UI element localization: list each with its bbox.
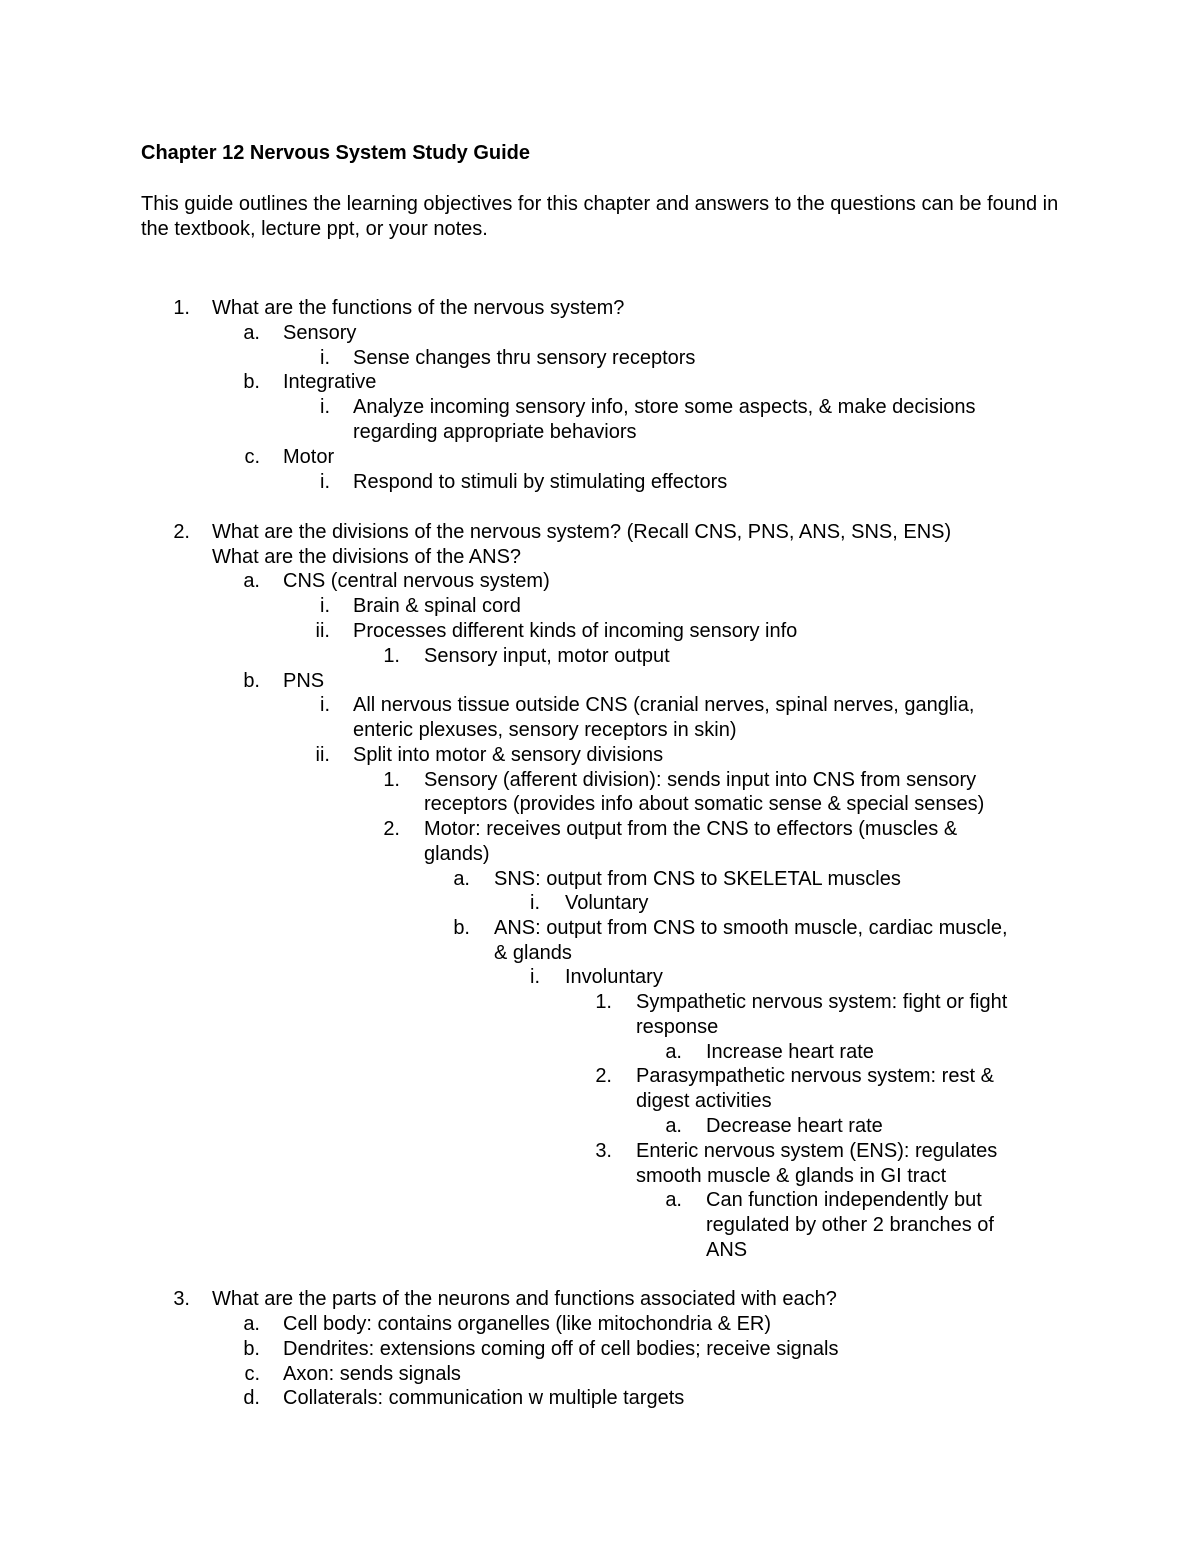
outline-text: Processes different kinds of incoming sensory info bbox=[353, 620, 798, 642]
outline-text: Cell body: contains organelles (like mitochondria & ER) bbox=[283, 1313, 772, 1335]
outline-text: Sense changes thru sensory receptors bbox=[353, 347, 696, 369]
outline-text: glands) bbox=[424, 843, 490, 865]
outline-text: Axon: sends signals bbox=[283, 1363, 461, 1385]
outline-text: Brain & spinal cord bbox=[353, 595, 521, 617]
outline-text: Analyze incoming sensory info, store some aspects, & make decisions bbox=[353, 396, 976, 418]
outline-text: response bbox=[636, 1016, 719, 1038]
outline-text: Sensory (afferent division): sends input into CNS from sensory bbox=[424, 769, 977, 791]
outline-marker: 2. bbox=[383, 818, 400, 840]
outline-marker: 1. bbox=[383, 645, 400, 667]
outline-text: Motor bbox=[283, 446, 335, 468]
outline-marker: i. bbox=[320, 471, 330, 493]
outline-text: Enteric nervous system (ENS): regulates bbox=[636, 1140, 998, 1162]
outline-text: Integrative bbox=[283, 371, 377, 393]
outline-marker: i. bbox=[530, 892, 540, 914]
outline-marker: i. bbox=[320, 595, 330, 617]
outline-text: & glands bbox=[494, 942, 572, 964]
outline-text: Increase heart rate bbox=[706, 1041, 874, 1063]
outline-marker: b. bbox=[243, 670, 260, 692]
outline-text: receptors (provides info about somatic sense & special senses) bbox=[424, 793, 985, 815]
outline-marker: 1. bbox=[173, 297, 190, 319]
outline-marker: a. bbox=[243, 1313, 260, 1335]
outline-marker: i. bbox=[320, 694, 330, 716]
outline-marker: c. bbox=[244, 446, 260, 468]
outline-marker: a. bbox=[665, 1041, 682, 1063]
outline-marker: i. bbox=[530, 966, 540, 988]
outline-text: What are the parts of the neurons and functions associated with each? bbox=[212, 1288, 837, 1310]
outline-text: Sympathetic nervous system: fight or fight bbox=[636, 991, 1008, 1013]
outline-text: Collaterals: communication w multiple targets bbox=[283, 1387, 685, 1409]
outline-text: What are the divisions of the ANS? bbox=[212, 546, 522, 568]
outline-text: Motor: receives output from the CNS to effectors (muscles & bbox=[424, 818, 958, 840]
outline-text: Split into motor & sensory divisions bbox=[353, 744, 664, 766]
outline-text: CNS (central nervous system) bbox=[283, 570, 550, 592]
outline-marker: 3. bbox=[173, 1288, 190, 1310]
outline-text: Can function independently but bbox=[706, 1189, 982, 1211]
outline-text: ANS: output from CNS to smooth muscle, cardiac muscle, bbox=[494, 917, 1008, 939]
outline-marker: 3. bbox=[595, 1140, 612, 1162]
outline-text: ANS bbox=[706, 1239, 748, 1261]
outline-marker: 2. bbox=[173, 521, 190, 543]
outline-text: enteric plexuses, sensory receptors in skin) bbox=[353, 719, 737, 741]
outline-marker: 2. bbox=[595, 1065, 612, 1087]
intro-text: This guide outlines the learning objectives for this chapter and answers to the questions can be found in the textbook, lecture ppt, or your notes. bbox=[141, 193, 1059, 240]
outline-marker: a. bbox=[243, 570, 260, 592]
outline-marker: ii. bbox=[315, 744, 330, 766]
outline-text: Voluntary bbox=[565, 892, 649, 914]
outline-marker: c. bbox=[244, 1363, 260, 1385]
outline-text: Dendrites: extensions coming off of cell bodies; receive signals bbox=[283, 1338, 839, 1360]
outline-text: What are the functions of the nervous system? bbox=[212, 297, 625, 319]
outline-marker: b. bbox=[243, 371, 260, 393]
outline-marker: i. bbox=[320, 347, 330, 369]
outline-marker: b. bbox=[453, 917, 470, 939]
outline-marker: b. bbox=[243, 1338, 260, 1360]
outline-text: Sensory bbox=[283, 322, 357, 344]
outline-text: Sensory input, motor output bbox=[424, 645, 670, 667]
outline-text: SNS: output from CNS to SKELETAL muscles bbox=[494, 868, 901, 890]
outline-text: digest activities bbox=[636, 1090, 772, 1112]
outline-text: All nervous tissue outside CNS (cranial nerves, spinal nerves, ganglia, bbox=[353, 694, 975, 716]
outline-text: PNS bbox=[283, 670, 325, 692]
outline-text: Involuntary bbox=[565, 966, 663, 988]
outline-marker: a. bbox=[665, 1115, 682, 1137]
outline-text: smooth muscle & glands in GI tract bbox=[636, 1165, 947, 1187]
outline-marker: i. bbox=[320, 396, 330, 418]
outline-marker: a. bbox=[243, 322, 260, 344]
intro-paragraph bbox=[141, 192, 1071, 242]
document-title: Chapter 12 Nervous System Study Guide bbox=[141, 142, 531, 164]
outline-marker: a. bbox=[453, 868, 470, 890]
outline-text: Parasympathetic nervous system: rest & bbox=[636, 1065, 994, 1087]
outline-marker: d. bbox=[243, 1387, 260, 1409]
outline-text: What are the divisions of the nervous system? (Recall CNS, PNS, ANS, SNS, ENS) bbox=[212, 521, 952, 543]
outline-text: regulated by other 2 branches of bbox=[706, 1214, 994, 1236]
outline-text: regarding appropriate behaviors bbox=[353, 421, 637, 443]
outline-marker: a. bbox=[665, 1189, 682, 1211]
outline-marker: 1. bbox=[383, 769, 400, 791]
outline-marker: ii. bbox=[315, 620, 330, 642]
outline-marker: 1. bbox=[595, 991, 612, 1013]
outline-text: Respond to stimuli by stimulating effectors bbox=[353, 471, 728, 493]
outline-text: Decrease heart rate bbox=[706, 1115, 883, 1137]
